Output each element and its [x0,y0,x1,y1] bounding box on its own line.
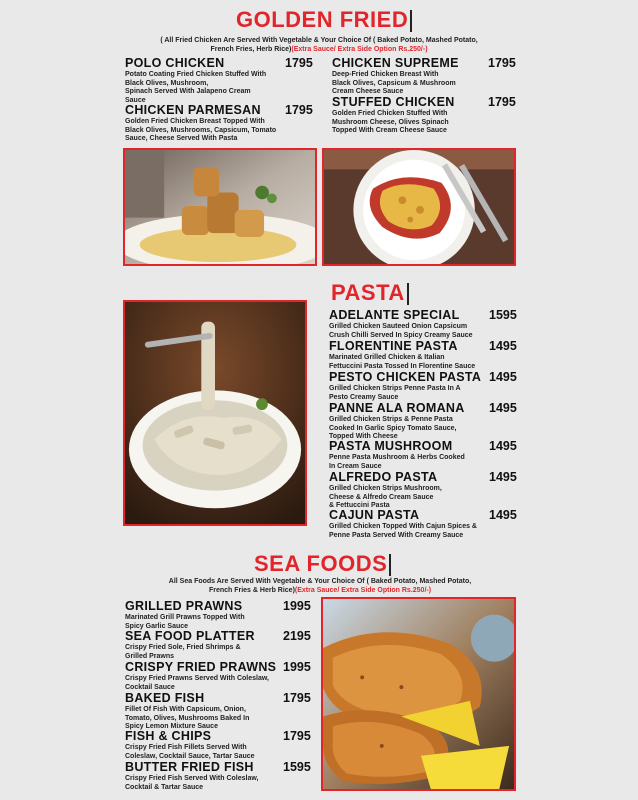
item-price: 1795 [488,56,516,70]
menu-item [329,401,519,442]
item-description: Deep-Fried Chicken Breast With Black Olives, Capsicum & Mushroom Cream Cheese Sauce [332,71,456,96]
item-name: FISH & CHIPS [125,729,212,743]
menu-item [125,599,315,631]
item-description: Marinated Grilled Chicken & Italian Fettuccini Pasta Tossed In Florentine Sauce [329,354,476,370]
subtitle-line: ( All Fried Chicken Are Served With Vegetable & Your Choice Of ( Baked Potato, Mashed Potato, [160,37,478,44]
menu-item [329,370,519,402]
menu-item [125,56,311,105]
subtitle-line: French Fries, Herb Rice) [210,46,292,53]
menu-item [125,691,315,732]
polo-chicken-photo [123,148,317,266]
item-name: CHICKEN PARMESAN [125,103,261,117]
item-price: 1795 [283,729,311,743]
menu-item [332,56,518,97]
item-price: 1795 [285,56,313,70]
item-description: Crispy Fried Prawns Served With Coleslaw, Cocktail Sauce [125,675,269,691]
menu-item [329,339,519,371]
item-name: POLO CHICKEN [125,56,225,70]
item-price: 2195 [283,629,311,643]
item-price: 1595 [489,308,517,322]
item-name: BAKED FISH [125,691,205,705]
item-description: Fillet Of Fish With Capsicum, Onion, Tomato, Olives, Mushrooms Baked In Spicy Lemon Mixture Sauce [125,706,250,731]
item-name: SEA FOOD PLATTER [125,629,255,643]
item-name: PESTO CHICKEN PASTA [329,370,482,384]
item-name: ADELANTE SPECIAL [329,308,460,322]
subtitle-line: French Fries & Herb Rice) [208,587,295,594]
extra-option-note: (Extra Sauce/ Extra Side Option Rs.250/-) [294,587,432,594]
title-cursor-bar [389,554,391,576]
menu-item [125,629,315,661]
item-name: STUFFED CHICKEN [332,95,455,109]
golden-fried-title [236,7,412,33]
menu-item [329,508,519,540]
item-name: FLORENTINE PASTA [329,339,458,353]
title-cursor-bar [410,10,412,32]
item-price: 1495 [489,339,517,353]
menu-item [125,760,315,792]
item-price: 1495 [489,439,517,453]
item-name: CAJUN PASTA [329,508,420,522]
item-description: Penne Pasta Mushroom & Herbs Cooked In Cream Sauce [329,454,465,470]
menu-item [329,308,519,340]
extra-option-note: (Extra Sauce/ Extra Side Option Rs.250/-) [291,46,428,53]
sea-foods-title-text: SEA FOODS [254,551,388,576]
item-description: Crispy Fried Fish Served With Coleslaw, Cocktail & Tartar Sauce [125,775,259,791]
item-name: CHICKEN SUPREME [332,56,459,70]
golden-fried-subtitle [150,36,488,54]
golden-fried-title-text: GOLDEN FRIED [236,7,409,32]
item-name: PANNE ALA ROMANA [329,401,465,415]
title-cursor-bar [407,283,409,305]
item-description: Grilled Chicken Strips Mushroom, Cheese & Alfredo Cream Sauce & Fettuccini Pasta [329,485,442,510]
chicken-parmesan-photo [322,148,516,266]
item-description: Crispy Fried Fish Fillets Served With Coleslaw, Cocktail Sauce, Tartar Sauce [125,744,255,760]
menu-item [329,439,519,471]
fried-fish-photo [321,597,516,791]
item-name: GRILLED PRAWNS [125,599,243,613]
item-price: 1495 [489,401,517,415]
item-name: PASTA MUSHROOM [329,439,453,453]
item-name: CRISPY FRIED PRAWNS [125,660,277,674]
item-description: Grilled Chicken Strips & Penne Pasta Cooked In Garlic Spicy Tomato Sauce, Topped With Cheese [329,416,457,441]
item-price: 1795 [283,691,311,705]
pasta-title-text: PASTA [331,280,405,305]
item-name: BUTTER FRIED FISH [125,760,254,774]
menu-item [125,103,311,144]
item-price: 1595 [283,760,311,774]
item-description: Grilled Chicken Topped With Cajun Spices & Penne Pasta Served With Creamy Sauce [329,523,477,539]
menu-item [329,470,519,511]
menu-item [125,660,315,692]
item-price: 1495 [489,508,517,522]
item-description: Crispy Fried Sole, Fried Shrimps & Grilled Prawns [125,644,241,660]
item-description: Golden Fried Chicken Stuffed With Mushroom Cheese, Olives Spinach Topped With Cream Cheese Sauce [332,110,449,135]
item-price: 1995 [283,599,311,613]
item-name: ALFREDO PASTA [329,470,438,484]
item-description: Grilled Chicken Strips Penne Pasta In A Pesto Creamy Sauce [329,385,461,401]
item-price: 1795 [285,103,313,117]
item-price: 1795 [488,95,516,109]
pasta-title [331,280,409,306]
item-description: Grilled Chicken Sauteed Onion Capsicum Crush Chilli Served In Spicy Creamy Sauce [329,323,473,339]
sea-foods-subtitle [160,577,480,595]
subtitle-line: All Sea Foods Are Served With Vegetable & Your Choice Of ( Baked Potato, Mashed Potato, [168,578,472,585]
item-description: Golden Fried Chicken Breast Topped With Black Olives, Mushrooms, Capsicum, Tomato Sauce, Cheese Served With Pasta [125,118,277,143]
item-description: Marinated Grill Prawns Topped With Spicy Garlic Sauce [125,614,245,630]
item-price: 1995 [283,660,311,674]
menu-item [332,95,518,136]
item-description: Potato Coating Fried Chicken Stuffed With Black Olives, Mushroom, Spinach Served With Jalapeno Cream Sauce [125,71,267,104]
sea-foods-title [254,551,391,577]
item-price: 1495 [489,370,517,384]
pasta-photo [123,300,307,526]
menu-item [125,729,315,761]
item-price: 1495 [489,470,517,484]
